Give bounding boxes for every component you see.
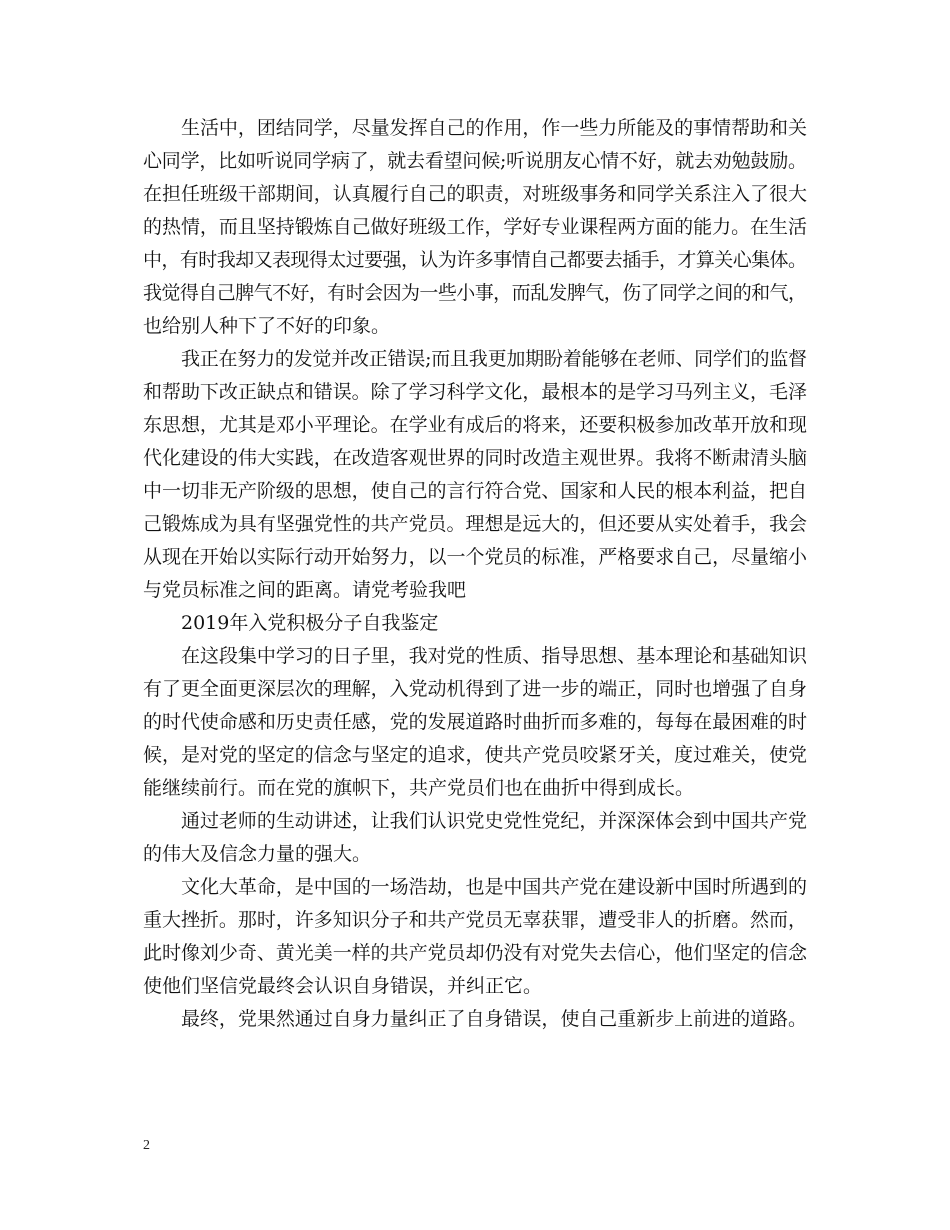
text-line: 在担任班级干部期间，认真履行自己的职责，对班级事务和同学关系注入了很大 bbox=[143, 183, 807, 205]
text-line: 生活中，团结同学，尽量发挥自己的作用，作一些力所能及的事情帮助和关 bbox=[181, 117, 807, 139]
text-line: 候，是对党的坚定的信念与坚定的追求，使共产党员咬紧牙关，度过难关，使党 bbox=[143, 744, 807, 766]
text-line: 中一切非无产阶级的思想，使自己的言行符合党、国家和人民的根本利益，把自 bbox=[143, 480, 807, 502]
text-line: 己锻炼成为具有坚强党性的共产党员。理想是远大的，但还要从实处着手，我会 bbox=[143, 513, 807, 535]
text-line: 能继续前行。而在党的旗帜下，共产党员们也在曲折中得到成长。 bbox=[143, 777, 695, 799]
text-line: 有了更全面更深层次的理解，入党动机得到了进一步的端正，同时也增强了自身 bbox=[143, 678, 807, 700]
text-line: 文化大革命，是中国的一场浩劫，也是中国共产党在建设新中国时所遇到的 bbox=[181, 876, 807, 898]
text-line: 与党员标准之间的距离。请党考验我吧 bbox=[143, 579, 467, 601]
text-line: 和帮助下改正缺点和错误。除了学习科学文化，最根本的是学习马列主义，毛泽 bbox=[143, 381, 807, 403]
text-line: 的时代使命感和历史责任感，党的发展道路时曲折而多难的，每每在最困难的时 bbox=[143, 711, 807, 733]
text-line: 的热情，而且坚持锻炼自己做好班级工作，学好专业课程两方面的能力。在生活 bbox=[143, 216, 807, 238]
text-line: 此时像刘少奇、黄光美一样的共产党员却仍没有对党失去信心，他们坚定的信念 bbox=[143, 942, 807, 964]
section-heading: 2019年入党积极分子自我鉴定 bbox=[181, 612, 439, 634]
text-line: 重大挫折。那时，许多知识分子和共产党员无辜获罪，遭受非人的折磨。然而， bbox=[143, 909, 807, 931]
text-line: 在这段集中学习的日子里，我对党的性质、指导思想、基本理论和基础知识 bbox=[181, 645, 807, 667]
text-line: 也给别人种下了不好的印象。 bbox=[143, 315, 391, 337]
text-line: 的伟大及信念力量的强大。 bbox=[143, 843, 372, 865]
text-line: 中，有时我却又表现得太过要强，认为许多事情自己都要去插手，才算关心集体。 bbox=[143, 249, 807, 271]
text-line: 通过老师的生动讲述，让我们认识党史党性党纪，并深深体会到中国共产党 bbox=[181, 810, 807, 832]
text-line: 代化建设的伟大实践，在改造客观世界的同时改造主观世界。我将不断肃清头脑 bbox=[143, 447, 807, 469]
text-line: 我觉得自己脾气不好，有时会因为一些小事，而乱发脾气，伤了同学之间的和气， bbox=[143, 282, 807, 304]
page-number: 2 bbox=[143, 1138, 150, 1153]
text-line: 东思想，尤其是邓小平理论。在学业有成后的将来，还要积极参加改革开放和现 bbox=[143, 414, 807, 436]
text-line: 使他们坚信党最终会认识自身错误，并纠正它。 bbox=[143, 975, 543, 997]
text-line: 心同学，比如听说同学病了，就去看望问候;听说朋友心情不好，就去劝勉鼓励。 bbox=[143, 150, 807, 172]
text-line: 我正在努力的发觉并改正错误;而且我更加期盼着能够在老师、同学们的监督 bbox=[181, 348, 807, 370]
text-line: 最终，党果然通过自身力量纠正了自身错误，使自己重新步上前进的道路。 bbox=[181, 1008, 807, 1030]
text-line: 从现在开始以实际行动开始努力，以一个党员的标准，严格要求自己，尽量缩小 bbox=[143, 546, 807, 568]
